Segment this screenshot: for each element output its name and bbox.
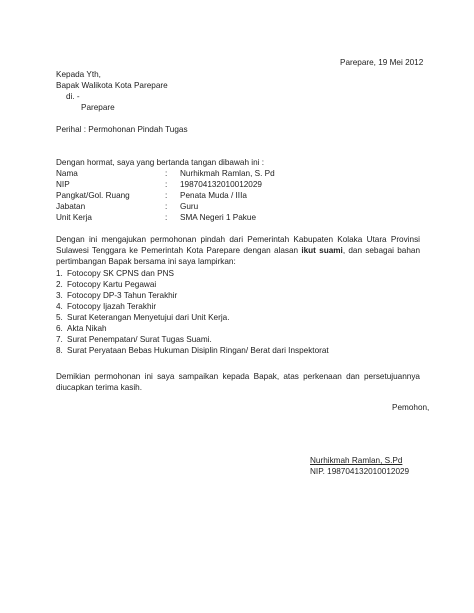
list-item-text: Surat Peryataan Bebas Hukuman Disiplin Ringan/ Berat dari Inspektorat — [67, 346, 329, 355]
list-item — [56, 279, 329, 290]
list-item — [56, 312, 329, 323]
body-paragraph — [56, 234, 420, 267]
identity-value: 198704132010012029 — [180, 180, 262, 189]
identity-colon: : — [165, 213, 168, 222]
recipient-title: Bapak Walikota Kota Parepare — [56, 81, 168, 90]
body-text-bold: ikut suami — [301, 246, 343, 255]
identity-value: SMA Negeri 1 Pakue — [180, 213, 257, 222]
closing-paragraph: Demikian permohonan ini saya sampaikan kepada Bapak, atas perkenaan dan persetujuannya diucapkan terima kasih. — [56, 372, 420, 392]
list-item-text: Fotocopy Kartu Pegawai — [67, 280, 157, 289]
list-item-number: 8. — [56, 346, 63, 355]
list-item-number: 2. — [56, 280, 63, 289]
list-item — [56, 301, 329, 312]
attachment-list — [56, 268, 329, 356]
signer-name: Nurhikmah Ramlan, S.Pd — [310, 456, 403, 465]
list-item-number: 1. — [56, 269, 63, 278]
identity-colon: : — [165, 169, 168, 178]
list-item — [56, 268, 329, 279]
list-item-number: 4. — [56, 302, 63, 311]
body-text-part1: Dengan ini mengajukan permohonan pindah dari Pemerintah Kabupaten Kolaka Utara Provinsi Sulawesi Tenggara ke Pemerintah Kota Parepare dengan alasan — [56, 235, 420, 255]
identity-value: Guru — [180, 202, 199, 211]
body-text-part2: , dan sebagai bahan pertimbangan Bapak bersama ini saya lampirkan: — [56, 246, 420, 266]
identity-colon: : — [165, 191, 168, 200]
list-item — [56, 334, 329, 345]
identity-value: Nurhikmah Ramlan, S. Pd — [180, 169, 275, 178]
recipient-salutation: Kepada Yth, — [56, 70, 101, 79]
recipient-city: Parepare — [81, 103, 115, 112]
list-item-number: 5. — [56, 313, 63, 322]
list-item-text: Fotocopy Ijazah Terakhir — [67, 302, 157, 311]
list-item-text: Akta Nikah — [67, 324, 107, 333]
identity-label: Unit Kerja — [56, 213, 92, 222]
signoff: Pemohon, — [392, 403, 430, 412]
list-item-number: 7. — [56, 335, 63, 344]
subject-line: Perihal : Permohonan Pindah Tugas — [56, 125, 188, 134]
identity-colon: : — [165, 180, 168, 189]
identity-label: NIP — [56, 180, 70, 189]
identity-label: Nama — [56, 169, 78, 178]
list-item-text: Fotocopy SK CPNS dan PNS — [67, 269, 174, 278]
list-item-text: Surat Penempatan/ Surat Tugas Suami. — [67, 335, 212, 344]
recipient-di: di. - — [66, 92, 80, 101]
identity-label: Jabatan — [56, 202, 86, 211]
identity-value: Penata Muda / IIIa — [180, 191, 247, 200]
identity-colon: : — [165, 202, 168, 211]
place-date: Parepare, 19 Mei 2012 — [340, 58, 424, 67]
list-item — [56, 323, 329, 334]
list-item-text: Surat Keterangan Menyetujui dari Unit Kerja. — [67, 313, 230, 322]
list-item-text: Fotocopy DP-3 Tahun Terakhir — [67, 291, 178, 300]
list-item-number: 6. — [56, 324, 63, 333]
list-item-number: 3. — [56, 291, 63, 300]
opening-line: Dengan hormat, saya yang bertanda tangan dibawah ini : — [56, 158, 265, 167]
identity-label: Pangkat/Gol. Ruang — [56, 191, 130, 200]
list-item — [56, 290, 329, 301]
list-item — [56, 345, 329, 356]
signer-nip: NIP. 198704132010012029 — [310, 467, 410, 476]
